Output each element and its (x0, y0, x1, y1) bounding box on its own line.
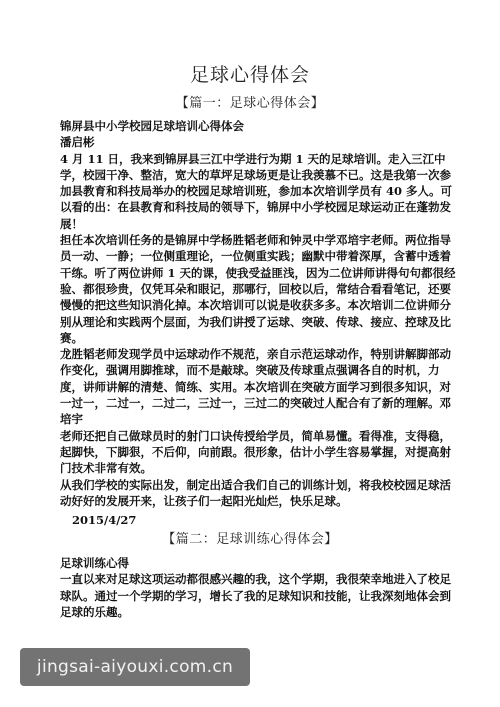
section-heading-2: 【篇二：足球训练心得体会】 (162, 532, 338, 547)
section-date: 2015/4/27 (72, 513, 137, 527)
section-body-1: 锦屏县中小学校园足球培训心得体会 潘启彬 4 月 11 日，我来到锦屏县三江中学进行为期 1 天的足球培训。走入三江中学，校园干净、整洁，宽大的草坪足球场更是让我羡慕不已。这是我第一次参加县教育和科技局举办的校园足球培训班，参加本次培训学员有 40 多人。可以看的出：在县教育和科技局的领导下，锦屏中小学校园足球运动正在蓬勃发展！ 担任本次培训任务的是锦屏中学杨胜韬老师和钟灵中学邓培宇老师。两位指导员一动、一静；一位侧重理论，一位侧重实践；幽默中带着深厚，含蓄中透着干练。听了两位讲师 1 天的课，使我受益匪浅，因为二位讲师讲得句句都很经验、都很珍贵，仅凭耳朵和眼记，那哪行，回校以后，常结合看看笔记，还要慢慢的把这些知识消化掉。本次培训可以说是收获多多。本次培训二位讲师分别从理论和实践两个层面，为我们讲授了运球、突破、传球、接应、控球及比赛。 龙胜韬老师发现学员中运球动作不规范，亲自示范运球动作，特别讲解脚部动作变化，强调用脚推球，而不是敲球。突破及传球重点强调各自的时机，力度，讲师讲解的清楚、简练、实用。本次培训在突破方面学习到很多知识，对一过一，二过一，二过二，三过一，三过二的突破过人配合有了新的理解。邓培宇 老师还把自己做球员时的射门口诀传授给学员，简单易懂。看得准，支得稳，起脚快，下脚狠，不后仰，向前跟。很形象，估计小学生容易掌握，对提高射门技术非常有效。 从我们学校的实际出发，制定出适合我们自己的训练计划，将我校校园足球活动好好的发展开来，让孩子们一起阳光灿烂，快乐足球。 (60, 119, 456, 508)
page-title: 足球心得体会 (189, 64, 310, 86)
section-body-2: 足球训练心得 一直以来对足球这项运动都很感兴趣的我，这个学期，我很荣幸地进入了校足球队。通过一个学期的学习，增长了我的足球知识和技能，让我深刻地体会到足球的乐趣。 (60, 556, 451, 619)
watermark: jingsai-aiyouxi.com.cn (20, 648, 250, 686)
section-heading-1: 【篇一：足球心得体会】 (175, 96, 325, 111)
